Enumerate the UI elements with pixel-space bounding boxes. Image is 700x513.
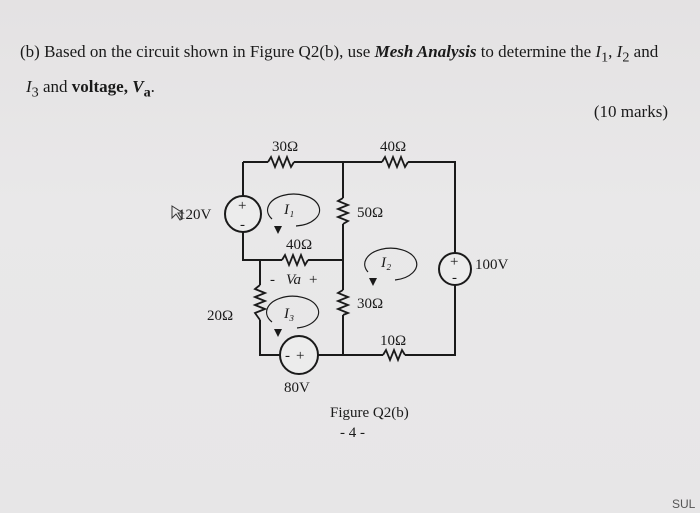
resistor-30-lower	[338, 290, 348, 315]
mesh-1-arrowhead	[274, 226, 282, 234]
source-120v-plus: +	[238, 198, 247, 214]
corner-text: SUL	[672, 497, 696, 511]
separator: ,	[608, 42, 617, 61]
resistor-50-middle	[338, 198, 348, 224]
label-80v: 80V	[284, 380, 310, 396]
method-name: Mesh Analysis	[374, 42, 477, 61]
question-prefix: (b) Based on the circuit shown in Figure Q2(b), use	[20, 42, 375, 61]
i1-subscript: 1	[601, 49, 609, 66]
left-bottom-wire	[260, 320, 280, 355]
question-middle: to determine the	[476, 42, 596, 61]
va-symbol: V	[132, 77, 144, 97]
label-10-ohm: 10Ω	[380, 333, 407, 349]
resistor-20-left	[255, 285, 265, 320]
top-wire	[243, 162, 455, 253]
marks-label: (10 marks)	[593, 102, 668, 121]
label-mesh-2: I₂	[381, 255, 392, 271]
label-120v: 120V	[178, 207, 212, 223]
wires	[243, 162, 455, 355]
question-end: .	[150, 77, 155, 97]
label-40-ohm-center: 40Ω	[286, 237, 313, 253]
label-mesh-3: I₃	[284, 306, 295, 322]
label-100v: 100V	[475, 257, 509, 273]
source-120v	[225, 196, 261, 233]
source-80v	[280, 336, 318, 374]
figure-caption: Figure Q2(b)	[330, 405, 409, 421]
page-number: - 4 -	[340, 425, 365, 441]
and-word-2: and	[38, 77, 72, 97]
voltage-word: voltage,	[71, 77, 133, 97]
resistor-40-top	[382, 157, 408, 167]
resistor-40-center	[282, 255, 308, 265]
source-100v-plus: +	[450, 254, 459, 270]
resistor-10-bottom	[383, 350, 405, 360]
label-20-ohm: 20Ω	[207, 308, 234, 324]
label-va: Va	[286, 272, 301, 288]
source-120v-minus: -	[240, 217, 245, 233]
label-va-minus: -	[270, 272, 275, 288]
label-va-plus: +	[309, 272, 318, 288]
label-30-ohm-lower: 30Ω	[357, 296, 384, 312]
mesh-3-arrowhead	[274, 329, 282, 337]
label-40-ohm-top: 40Ω	[380, 139, 407, 155]
label-50-ohm: 50Ω	[357, 205, 384, 221]
and-word: and	[629, 42, 659, 61]
i3-subscript: 3	[31, 84, 39, 101]
va-subscript: a	[143, 84, 151, 101]
source-100v	[439, 253, 471, 286]
i1-symbol: I	[595, 42, 602, 61]
i2-subscript: 2	[622, 49, 630, 66]
i3-symbol: I	[26, 77, 32, 97]
label-mesh-1: I₁	[284, 202, 295, 218]
i2-symbol: I	[616, 42, 623, 61]
source-100v-minus: -	[452, 270, 457, 286]
source-80v-minus: -	[285, 348, 290, 364]
resistor-30-top	[268, 157, 294, 167]
label-30-ohm-top: 30Ω	[272, 139, 299, 155]
mesh-2-arrowhead	[369, 278, 377, 286]
source-80v-plus: +	[296, 348, 305, 364]
